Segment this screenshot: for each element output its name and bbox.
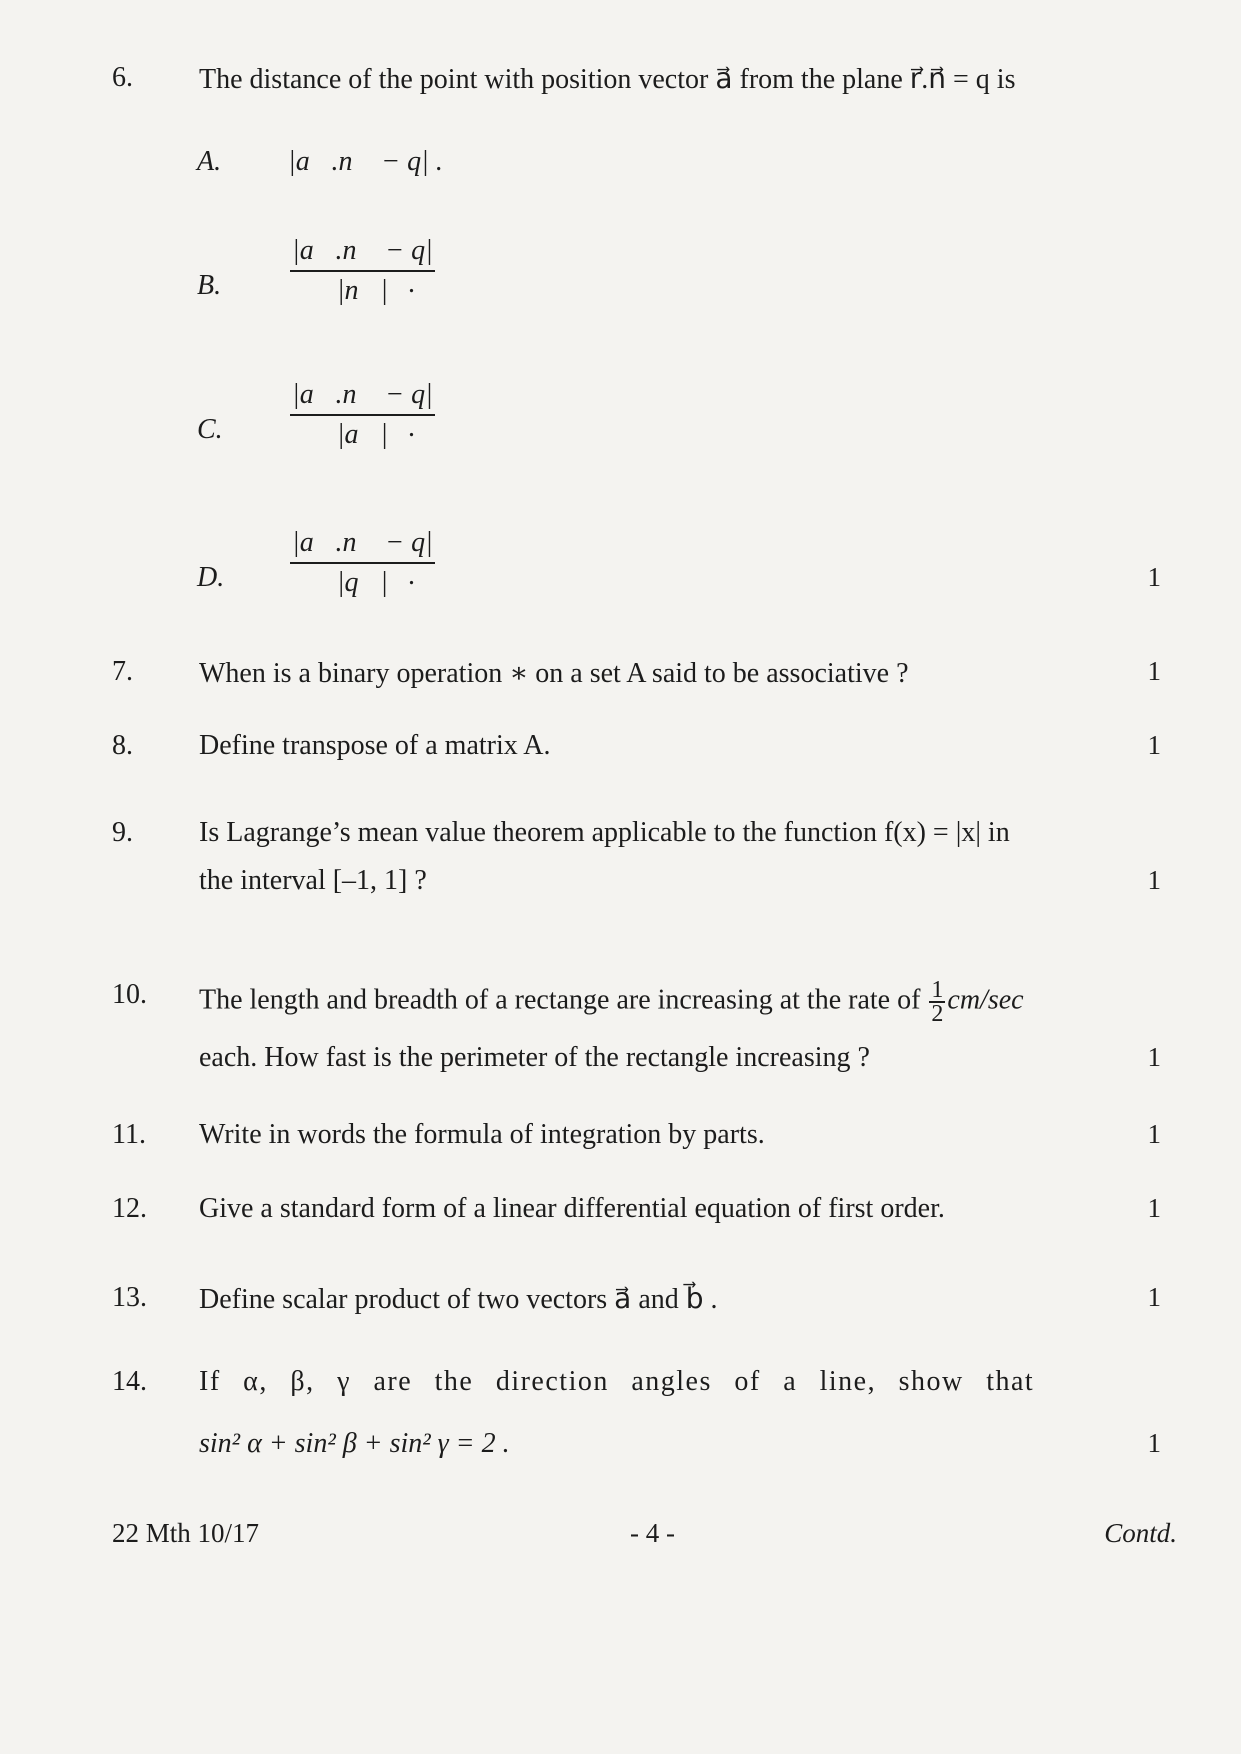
option-label: C.: [197, 414, 223, 445]
question-number: 7.: [112, 656, 133, 687]
question-number: 13.: [112, 1282, 147, 1313]
question-text-part: The length and breadth of a rectange are increasing at the rate of: [199, 984, 921, 1016]
option-expression: |a⃗.n⃗ − q| .: [288, 146, 443, 177]
question-text-continued: sin² α + sin² β + sin² γ = 2 .: [199, 1428, 510, 1459]
question-text: The distance of the point with position vector a⃗ from the plane r⃗.n⃗ = q is: [199, 64, 1016, 95]
period: .: [408, 560, 415, 591]
fraction-numerator: |a⃗.n⃗ − q|: [290, 378, 435, 416]
page-number: - 4 -: [630, 1518, 675, 1548]
period: .: [408, 412, 415, 443]
marks: 1: [1147, 1282, 1161, 1312]
continued-label: Contd.: [1104, 1518, 1177, 1548]
fraction-denominator: |n⃗|: [336, 275, 389, 306]
fraction-numerator: |a⃗.n⃗ − q|: [290, 234, 435, 272]
rate-fraction: [929, 979, 945, 1025]
question-text: Give a standard form of a linear differential equation of first order.: [199, 1193, 945, 1224]
fraction-denominator: |a⃗|: [336, 419, 389, 450]
question-text-continued: the interval [–1, 1] ?: [199, 865, 427, 896]
question-text: Write in words the formula of integration by parts.: [199, 1119, 765, 1150]
question-text-continued: each. How fast is the perimeter of the rectangle increasing ?: [199, 1042, 870, 1073]
question-number: 14.: [112, 1366, 147, 1397]
question-number: 11.: [112, 1119, 146, 1150]
fraction-numerator: |a⃗.n⃗ − q|: [290, 526, 435, 564]
question-text: If α, β, γ are the direction angles of a line, show that: [199, 1366, 1035, 1397]
marks: 1: [1147, 1042, 1161, 1072]
option-label: B.: [197, 270, 222, 301]
paper-code: 22 Mth 10/17: [112, 1518, 260, 1548]
period: .: [408, 268, 415, 299]
marks: 1: [1147, 1119, 1161, 1149]
option-label: D.: [197, 562, 225, 593]
marks: 1: [1147, 1193, 1161, 1223]
marks: 1: [1147, 1428, 1161, 1458]
question-number: 9.: [112, 817, 133, 848]
question-text: [199, 979, 1024, 1025]
fraction-denominator: 2: [931, 1001, 944, 1027]
question-number: 10.: [112, 979, 147, 1010]
marks: 1: [1147, 865, 1161, 895]
question-number: 6.: [112, 62, 133, 93]
question-text: Is Lagrange’s mean value theorem applicable to the function f(x) = |x| in: [199, 817, 1010, 848]
fraction-numerator: 1: [931, 977, 944, 1003]
fraction-denominator: |q⃗|: [336, 567, 389, 598]
option-label: A.: [197, 146, 222, 177]
marks: 1: [1147, 730, 1161, 760]
marks: 1: [1147, 656, 1161, 686]
question-text: Define scalar product of two vectors a⃗ and b⃗ .: [199, 1284, 718, 1315]
question-number: 12.: [112, 1193, 147, 1224]
question-text: Define transpose of a matrix A.: [199, 730, 551, 761]
question-number: 8.: [112, 730, 133, 761]
unit: cm/sec: [947, 984, 1024, 1016]
marks: 1: [1147, 562, 1161, 592]
question-text: When is a binary operation ∗ on a set A said to be associative ?: [199, 658, 909, 689]
